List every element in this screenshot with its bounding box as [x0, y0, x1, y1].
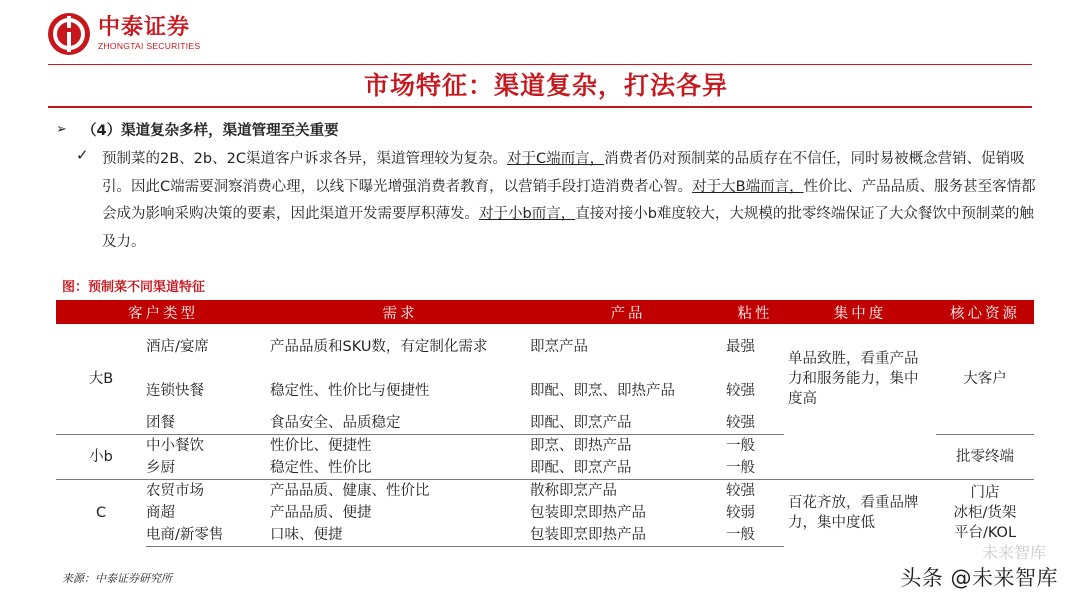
- section-bullet: [56, 146, 1046, 256]
- cell-type: 酒店/宴席: [146, 339, 209, 355]
- cell-type: 中小餐饮: [146, 435, 270, 458]
- brand-name-en: ZHONGTAI SECURITIES: [98, 41, 201, 52]
- cell-product: 包装即烹即热产品: [530, 505, 646, 521]
- underline-big-b: 对于大B端而言，: [692, 178, 804, 195]
- cell-need: 口味、便捷: [270, 524, 530, 547]
- cell-need: 产品品质、健康、性价比: [270, 480, 530, 503]
- section-heading: [56, 118, 1046, 140]
- header-product: 产品: [530, 300, 726, 324]
- cell-type: 电商/新零售: [146, 524, 270, 547]
- cell-resource-c: [936, 480, 1034, 547]
- arrow-bullet-icon: ➢: [56, 121, 67, 137]
- cell-stickiness: 最强: [726, 339, 755, 355]
- table-row: [56, 435, 1034, 458]
- cell-type: 团餐: [146, 415, 175, 431]
- cell-type: 连锁快餐: [146, 383, 204, 399]
- cell-need: 性价比、便捷性: [270, 435, 530, 458]
- cell-product: 即烹产品: [530, 339, 588, 355]
- title-divider: [48, 106, 1032, 108]
- cell-product: 即配、即烹、即热产品: [530, 383, 675, 399]
- header-concentration: 集中度: [784, 300, 936, 324]
- cell-product: 即配、即烹产品: [530, 415, 632, 431]
- watermark: 未来智库: [981, 543, 1046, 562]
- header-customer-type: 客户类型: [56, 300, 270, 324]
- section-heading-text: （4）渠道复杂多样，渠道管理至关重要: [82, 122, 339, 139]
- section-paragraph: [102, 146, 1036, 256]
- cell-stickiness: 较强: [726, 480, 784, 503]
- header-stickiness: 粘性: [726, 300, 784, 324]
- cell-resource-big-b: 大客户: [963, 371, 1007, 387]
- cell-need: 产品品质、便捷: [270, 505, 372, 521]
- cell-need: 稳定性、性价比与便捷性: [270, 383, 430, 399]
- cell-resource-small-b: 批零终端: [936, 435, 1034, 480]
- segment-big-b: 大B: [88, 371, 114, 387]
- cell-stickiness: 一般: [726, 524, 784, 547]
- cell-concentration-c: 百花齐放，看重品牌力，集中度低: [784, 480, 936, 547]
- cell-stickiness: 一般: [726, 435, 784, 458]
- cell-concentration-big-b: 单品致胜，看重产品力和服务能力，集中度高: [788, 351, 919, 408]
- underline-small-b: 对于小b而言，: [479, 206, 576, 222]
- cell-stickiness: 较弱: [726, 505, 755, 521]
- cell-need: 食品安全、品质稳定: [270, 415, 401, 431]
- table-header-row: [56, 300, 1034, 324]
- check-bullet-icon: ✓: [76, 146, 89, 164]
- resource-line: 门店: [970, 485, 1000, 502]
- cell-need: 产品品质和SKU数，有定制化需求: [270, 339, 488, 355]
- cell-type: 农贸市场: [146, 480, 270, 503]
- paragraph-text-1: 预制菜的2B、2b、2C渠道客户诉求各异，渠道管理较为复杂。: [102, 151, 507, 167]
- cell-stickiness: 较强: [726, 383, 755, 399]
- underline-c-end: 对于C端而言，: [506, 151, 605, 167]
- cell-type: 商超: [146, 505, 175, 521]
- header-core-resource: 核心资源: [936, 300, 1034, 324]
- cell-concentration-small-b: [784, 435, 936, 480]
- cell-product: 包装即烹即热产品: [530, 524, 726, 547]
- header-need: 需求: [270, 300, 530, 324]
- cell-need: 稳定性、性价比: [270, 460, 372, 476]
- figure-caption: 图：预制菜不同渠道特征: [62, 280, 206, 295]
- paragraph-text-4: 直接对接小b难度较大，大规模的批零终端保证了大众餐饮中预制菜的触及力。: [102, 206, 1034, 250]
- table-row: [56, 324, 1034, 370]
- brand-logo: [48, 12, 200, 56]
- page-title: 市场特征：渠道复杂，打法各异: [363, 71, 728, 100]
- channel-table: [56, 300, 1034, 547]
- cell-product: 即烹、即热产品: [530, 435, 726, 458]
- brand-logo-icon: [48, 13, 90, 55]
- watermark-credit: 头条 @未来智库: [900, 566, 1058, 590]
- paragraph-text-2: 消费者仍对预制菜的品质存在不信任，同时易被概念营销、促销吸引。因此C端需要洞察消费心理，以线下曝光增强消费者教育，以营销手段打造消费者心智。: [102, 151, 1025, 195]
- section-content: [56, 118, 1046, 256]
- resource-line: 冰柜/货架: [953, 505, 1017, 522]
- table-row: [56, 480, 1034, 503]
- resource-line: 平台/KOL: [953, 525, 1017, 542]
- cell-stickiness: 一般: [726, 460, 755, 476]
- segment-small-b: 小b: [56, 435, 146, 480]
- cell-type: 乡厨: [146, 460, 175, 476]
- cell-product: 散称即烹产品: [530, 480, 726, 503]
- source-note: 来源：中泰证券研究所: [62, 572, 172, 585]
- header-divider: [48, 64, 1032, 65]
- brand-name-cn: 中泰证券: [98, 15, 191, 41]
- cell-stickiness: 较强: [726, 415, 755, 431]
- cell-product: 即配、即烹产品: [530, 460, 632, 476]
- paragraph-text-3: 性价比、产品品质、服务甚至客情都会成为影响采购决策的要素，因此渠道开发需要厚积薄发。: [102, 178, 1036, 222]
- segment-c: C: [56, 480, 146, 547]
